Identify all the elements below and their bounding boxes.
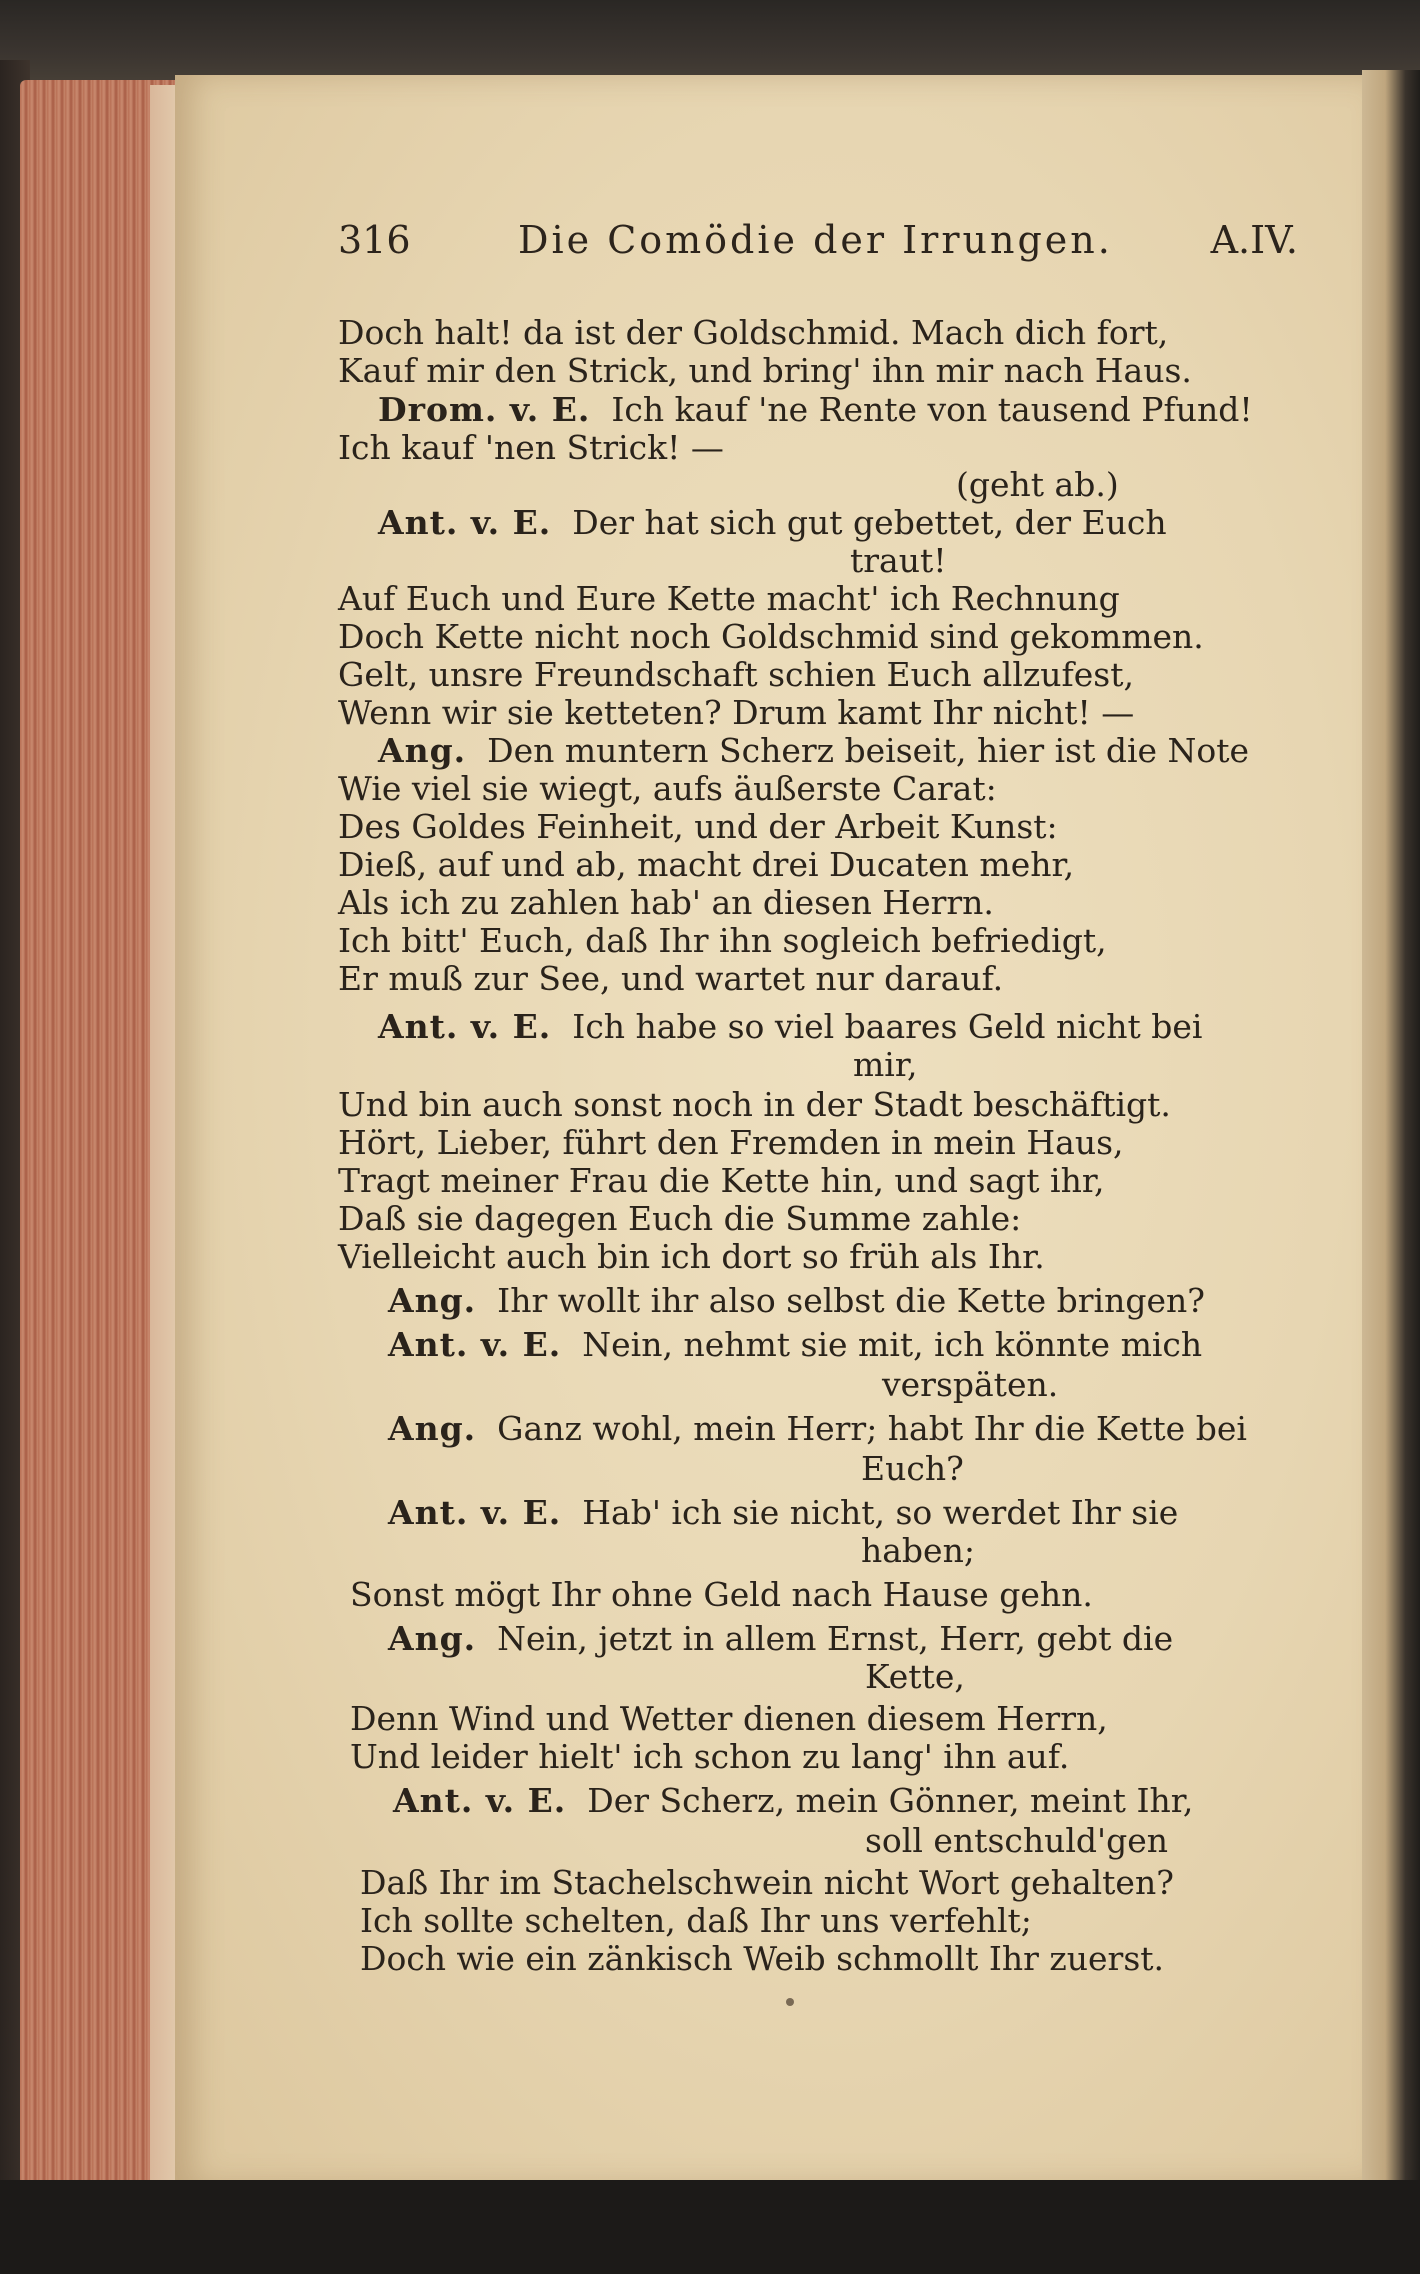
- line-text: Doch wie ein zänkisch Weib schmollt Ihr zuerst.: [360, 1939, 1165, 1978]
- text-line: [338, 580, 1120, 618]
- line-text: Auf Euch und Eure Kette macht' ich Rechnung: [338, 579, 1120, 618]
- line-text: Nein, nehmt sie mit, ich könnte mich: [582, 1325, 1203, 1364]
- speaker-name: Ang.: [388, 1281, 477, 1320]
- line-text: Und bin auch sonst noch in der Stadt beschäftigt.: [338, 1085, 1171, 1124]
- line-text: Sonst mögt Ihr ohne Geld nach Hause gehn.: [350, 1575, 1093, 1614]
- text-line: [338, 1238, 1045, 1276]
- text-line: [338, 1162, 1104, 1200]
- stage-direction: [956, 466, 1119, 504]
- line-text: Vielleicht auch bin ich dort so früh als Ihr.: [338, 1237, 1045, 1276]
- line-text: Denn Wind und Wetter dienen diesem Herrn,: [350, 1699, 1108, 1738]
- text-line: [338, 808, 1058, 846]
- line-text: traut!: [850, 541, 947, 580]
- speech-line: [388, 1410, 1247, 1448]
- line-text: Den muntern Scherz beiseit, hier ist die Note: [487, 731, 1250, 770]
- line-text: Ich bitt' Euch, daß Ihr ihn sogleich befriedigt,: [338, 921, 1107, 960]
- line-text: Ich sollte schelten, daß Ihr uns verfehlt;: [360, 1901, 1032, 1940]
- text-line: [350, 1738, 1069, 1776]
- speech-line: [388, 1326, 1202, 1364]
- speech-line: [378, 1008, 1202, 1046]
- text-line: [360, 1940, 1164, 1978]
- text-line: [338, 884, 994, 922]
- speech-line: [388, 1620, 1173, 1658]
- text-line: [338, 314, 1168, 352]
- text-line: [338, 846, 1074, 884]
- line-text: soll entschuld'gen: [865, 1821, 1169, 1860]
- act-number: A.IV.: [1210, 218, 1298, 262]
- background-bottom: [0, 2180, 1420, 2274]
- line-text: Ganz wohl, mein Herr; habt Ihr die Kette bei: [497, 1409, 1247, 1448]
- speech-line: [393, 1782, 1193, 1820]
- text-line: [338, 770, 997, 808]
- line-text: Daß Ihr im Stachelschwein nicht Wort gehalten?: [360, 1863, 1174, 1902]
- line-text: verspäten.: [882, 1365, 1059, 1404]
- line-text: haben;: [861, 1531, 975, 1570]
- speaker-name: Ant. v. E.: [378, 1007, 552, 1046]
- speaker-name: Ang.: [388, 1409, 477, 1448]
- speech-line: [378, 391, 1253, 429]
- text-line: [338, 1200, 1021, 1238]
- text-line: [853, 1046, 918, 1084]
- speech-line: [378, 504, 1167, 542]
- speaker-name: Ant. v. E.: [378, 503, 552, 542]
- speaker-name: Ang.: [378, 731, 467, 770]
- text-line: [861, 1532, 975, 1570]
- line-text: Gelt, unsre Freundschaft schien Euch allzufest,: [338, 655, 1134, 694]
- facing-page-edge: [1362, 70, 1420, 2230]
- text-line: [350, 1576, 1093, 1614]
- speech-line: [388, 1282, 1205, 1320]
- speaker-name: Ang.: [388, 1619, 477, 1658]
- text-line: [338, 352, 1192, 390]
- line-text: Hab' ich sie nicht, so werdet Ihr sie: [582, 1493, 1179, 1532]
- text-line: [882, 1366, 1058, 1404]
- page-number: 316: [338, 218, 411, 262]
- text-line: [338, 922, 1107, 960]
- speaker-name: Ant. v. E.: [388, 1325, 562, 1364]
- text-line: [338, 694, 1134, 732]
- line-text: Und leider hielt' ich schon zu lang' ihn auf.: [350, 1737, 1070, 1776]
- speech-line: [388, 1494, 1178, 1532]
- text-line: [360, 1902, 1032, 1940]
- line-text: Euch?: [861, 1449, 964, 1488]
- line-text: Nein, jetzt in allem Ernst, Herr, gebt die: [497, 1619, 1174, 1658]
- text-line: [338, 656, 1134, 694]
- line-text: Der hat sich gut gebettet, der Euch: [572, 503, 1167, 542]
- speaker-name: Ant. v. E.: [388, 1493, 562, 1532]
- line-text: Doch Kette nicht noch Goldschmid sind gekommen.: [338, 617, 1204, 656]
- line-text: Kauf mir den Strick, und bring' ihn mir nach Haus.: [338, 351, 1192, 390]
- line-text: mir,: [853, 1045, 918, 1084]
- text-line: [861, 1450, 964, 1488]
- text-line: [338, 1124, 1124, 1162]
- line-text: Kette,: [865, 1657, 965, 1696]
- text-line: [338, 1086, 1171, 1124]
- line-text: Des Goldes Feinheit, und der Arbeit Kunst:: [338, 807, 1058, 846]
- speaker-name: Drom. v. E.: [378, 390, 591, 429]
- line-text: Wenn wir sie ketteten? Drum kamt Ihr nicht! —: [338, 693, 1135, 732]
- line-text: Dieß, auf und ab, macht drei Ducaten mehr,: [338, 845, 1075, 884]
- speaker-name: Ant. v. E.: [393, 1781, 567, 1820]
- line-text: Doch halt! da ist der Goldschmid. Mach dich fort,: [338, 313, 1169, 352]
- line-text: Er muß zur See, und wartet nur darauf.: [338, 959, 1004, 998]
- line-text: Der Scherz, mein Gönner, meint Ihr,: [587, 1781, 1194, 1820]
- text-line: [865, 1822, 1168, 1860]
- text-line: [350, 1700, 1108, 1738]
- line-text: Hört, Lieber, führt den Fremden in mein Haus,: [338, 1123, 1124, 1162]
- speech-line: [378, 732, 1249, 770]
- line-text: Daß sie dagegen Euch die Summe zahle:: [338, 1199, 1022, 1238]
- line-text: Wie viel sie wiegt, aufs äußerste Carat:: [338, 769, 997, 808]
- printer-mark: [786, 1998, 794, 2006]
- line-text: Als ich zu zahlen hab' an diesen Herrn.: [338, 883, 994, 922]
- text-line: [850, 542, 947, 580]
- line-text: Ich habe so viel baares Geld nicht bei: [572, 1007, 1203, 1046]
- running-title: Die Comödie der Irrungen.: [518, 218, 1113, 262]
- line-text: (geht ab.): [956, 465, 1119, 504]
- running-header: [338, 218, 1298, 278]
- line-text: Ich kauf 'ne Rente von tausend Pfund!: [611, 390, 1253, 429]
- line-text: Tragt meiner Frau die Kette hin, und sagt ihr,: [338, 1161, 1105, 1200]
- text-line: [338, 618, 1204, 656]
- text-line: [360, 1864, 1174, 1902]
- line-text: Ihr wollt ihr also selbst die Kette bringen?: [497, 1281, 1205, 1320]
- text-line: [338, 960, 1003, 998]
- line-text: Ich kauf 'nen Strick! —: [338, 428, 724, 467]
- text-line: [338, 429, 724, 467]
- text-line: [865, 1658, 965, 1696]
